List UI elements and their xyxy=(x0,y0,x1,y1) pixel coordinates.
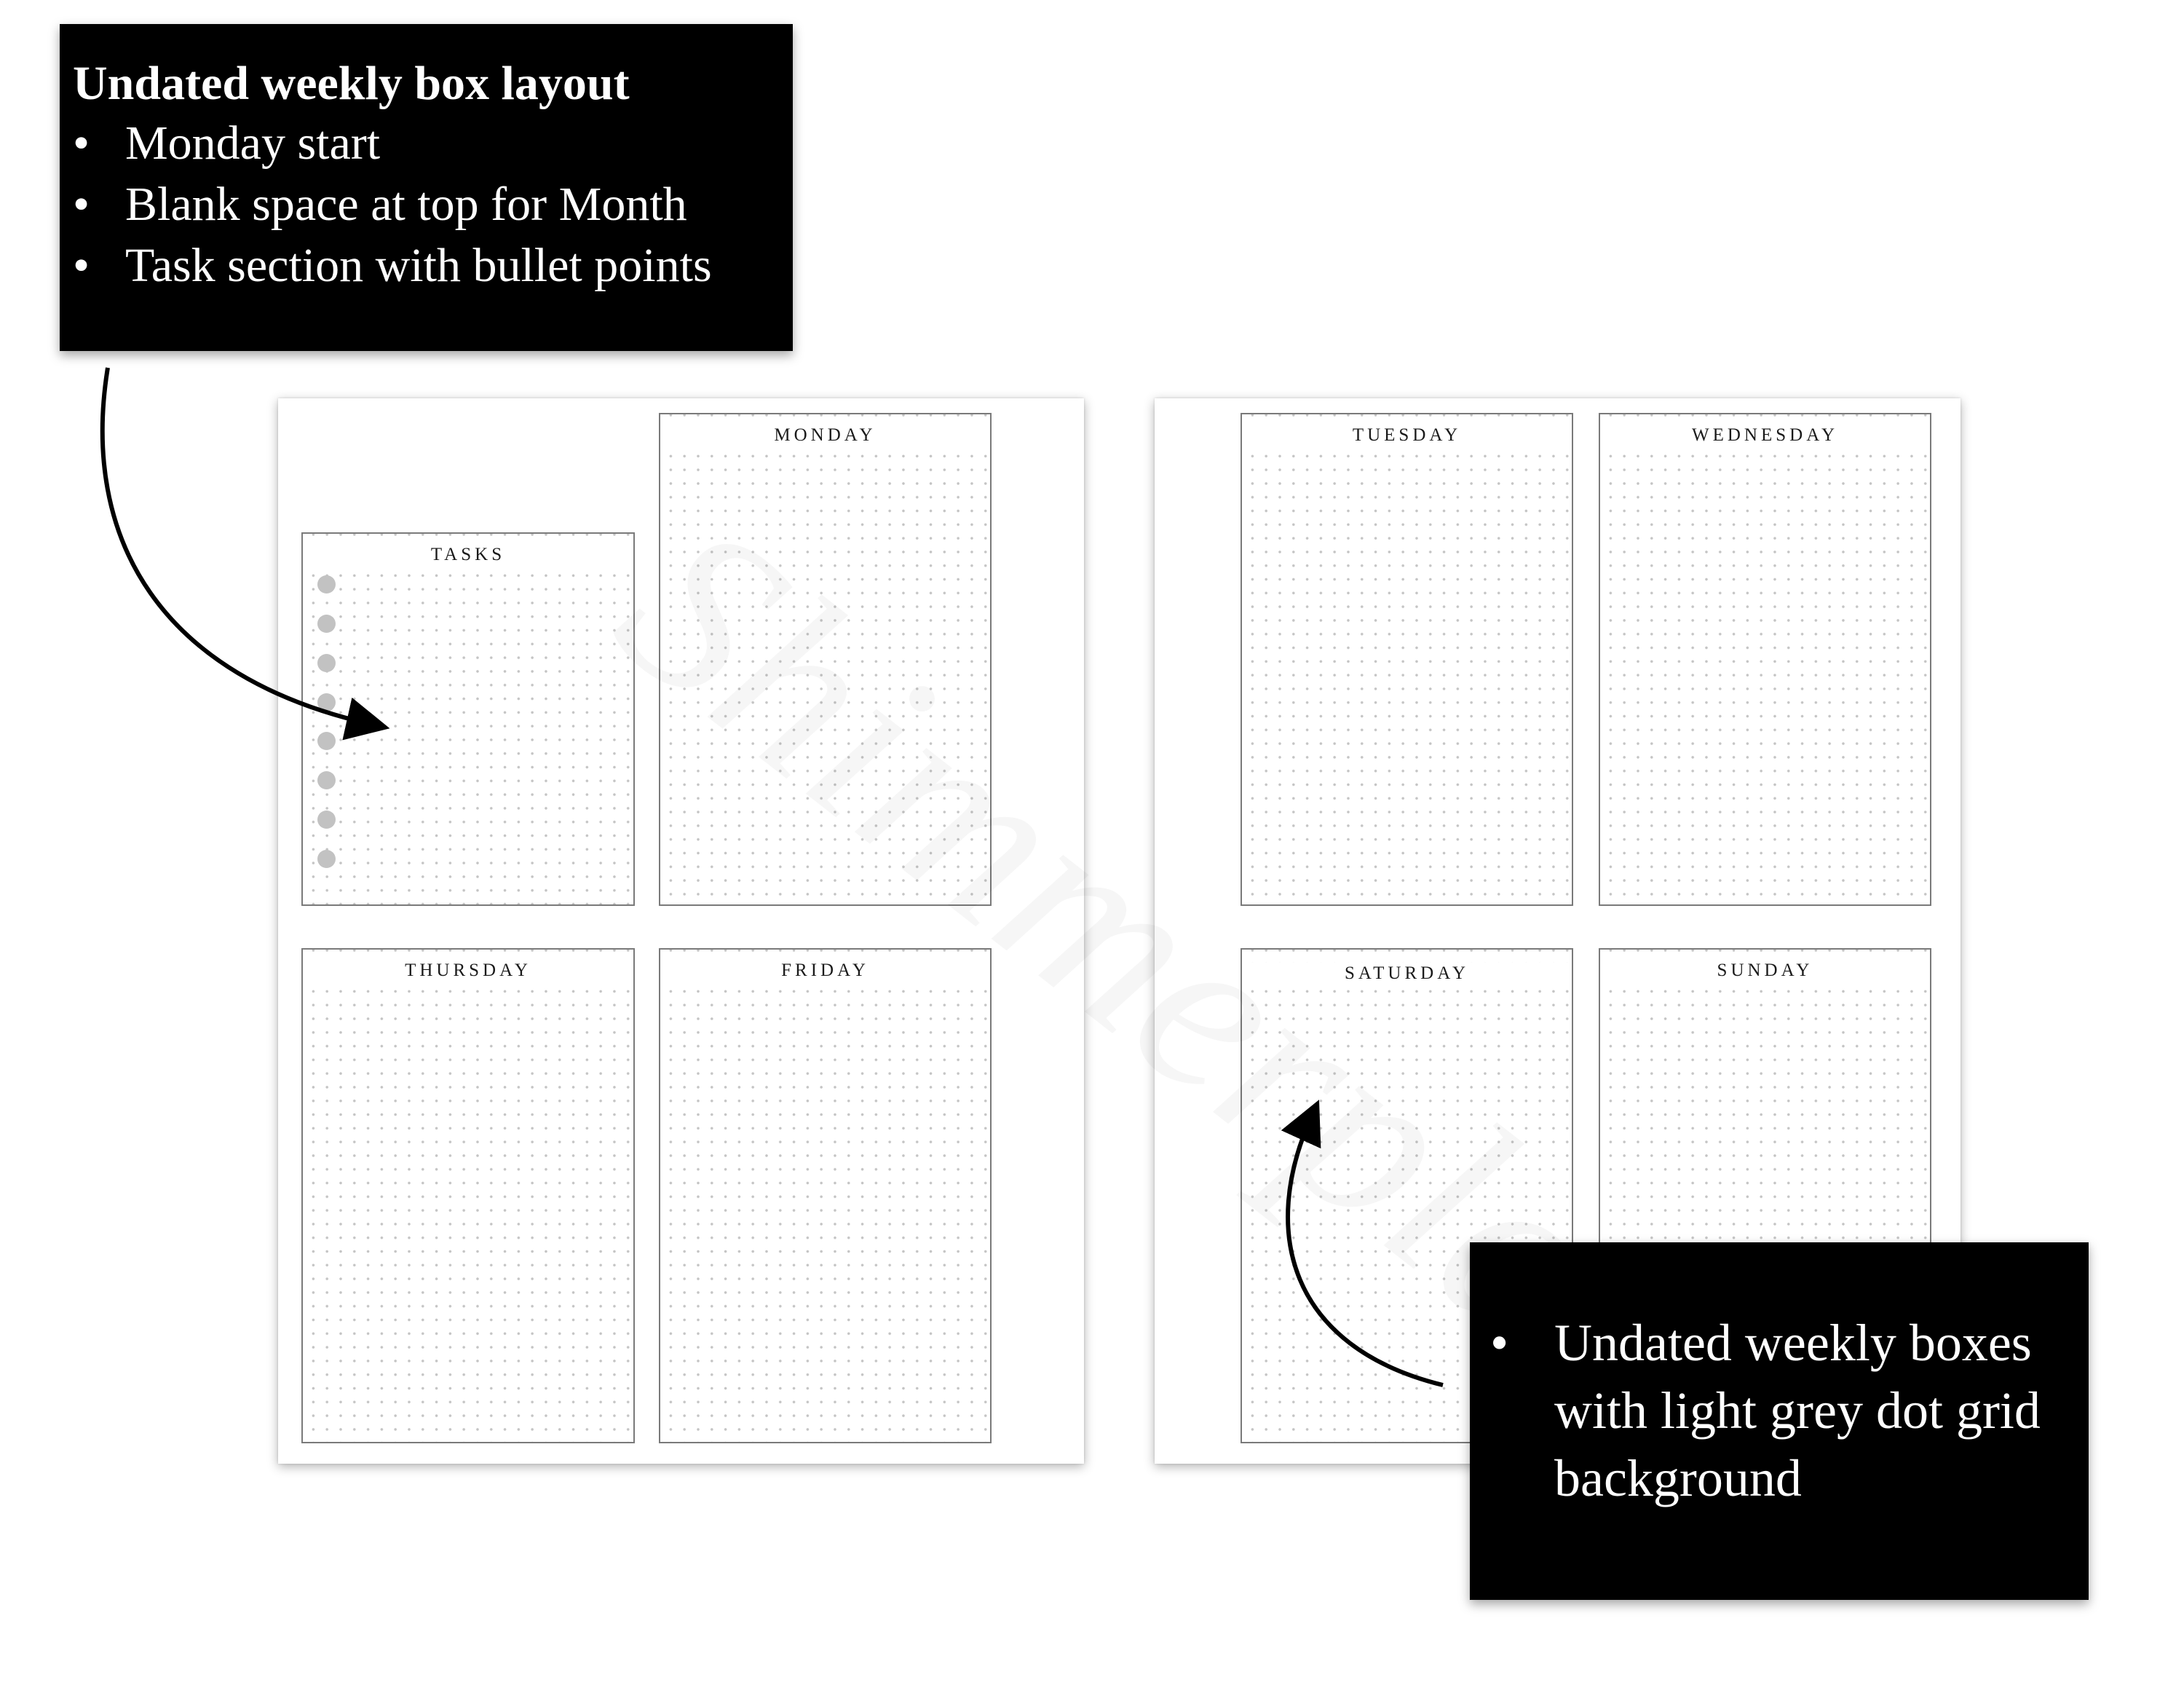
bullet-glyph: • xyxy=(73,239,90,292)
task-bullet-point xyxy=(317,575,336,593)
callout-list-item: • Task section with bullet points xyxy=(73,235,793,296)
callout-list-item: • Undated weekly boxes xyxy=(1490,1309,2089,1377)
bullet-glyph: • xyxy=(73,178,90,231)
monday-box-title: MONDAY xyxy=(660,425,990,446)
tasks-box-title: TASKS xyxy=(303,544,633,566)
task-bullet-point xyxy=(317,693,336,711)
task-bullet-point xyxy=(317,811,336,829)
tuesday-box xyxy=(1241,413,1573,906)
saturday-box-title: SATURDAY xyxy=(1242,963,1572,985)
left-planner-page xyxy=(278,398,1084,1464)
thursday-box-title: THURSDAY xyxy=(303,960,633,982)
callout-grid-description xyxy=(1470,1242,2089,1600)
callout-list-item: • Monday start xyxy=(73,113,793,174)
wednesday-box-title: WEDNESDAY xyxy=(1600,425,1930,446)
bullet-glyph: • xyxy=(73,117,90,170)
task-bullet-point xyxy=(317,771,336,789)
task-bullet-point xyxy=(317,615,336,633)
task-bullet-point xyxy=(317,732,336,750)
tasks-box xyxy=(301,532,635,906)
callout-title: Undated weekly box layout xyxy=(73,57,630,110)
tuesday-box-title: TUESDAY xyxy=(1242,425,1572,446)
callout-bullet-list xyxy=(73,113,793,296)
monday-box xyxy=(659,413,992,906)
sunday-box-title: SUNDAY xyxy=(1600,960,1930,982)
wednesday-box xyxy=(1599,413,1931,906)
callout-layout-description xyxy=(60,24,793,351)
callout-list-item: • Blank space at top for Month xyxy=(73,174,793,235)
task-bullet-point xyxy=(317,850,336,868)
bullet-glyph: • xyxy=(1490,1314,1509,1372)
friday-box xyxy=(659,948,992,1443)
callout-bullet-list xyxy=(1490,1309,2089,1513)
thursday-box xyxy=(301,948,635,1443)
callout-list-line: background xyxy=(1554,1449,1802,1507)
friday-box-title: FRIDAY xyxy=(660,960,990,982)
task-bullet-point xyxy=(317,654,336,672)
callout-list-line: with light grey dot grid xyxy=(1554,1381,2041,1440)
